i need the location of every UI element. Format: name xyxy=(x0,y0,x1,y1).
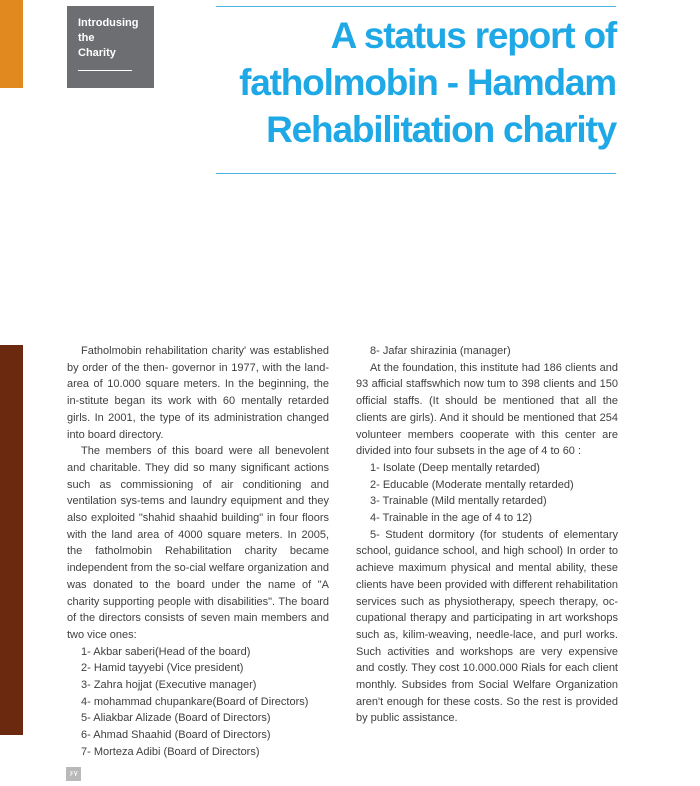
section-tag xyxy=(67,6,154,88)
orange-side-bar xyxy=(0,0,23,88)
right-paragraph-2: 5- Student dormitory (for students of elementary school, guidance school, and high school) In order to achieve maximum physical and mental ability, these clients have been provided with different rehabilitation services such as physiotherapy, speech therapy, oc-cupational therapy and participating in art workshops such as, kilim-weaving, needle-lace, and purl works. Such activities and workshops are very expensive and costly. They cost 10.000.000 Rials for each client monthly. Subsides from Social Welfare Organization aren't enough for these costs. So the rest is provided by public assistance. xyxy=(356,528,618,725)
left-column xyxy=(67,343,329,761)
title-line-3: Rehabilitation charity xyxy=(266,109,616,150)
title-bottom-rule xyxy=(216,173,616,174)
list-item: 4- Trainable in the age of 4 to 12) xyxy=(370,512,533,525)
list-item: 5- Aliakbar Alizade (Board of Directors) xyxy=(81,712,271,725)
list-item: 1- Akbar saberi(Head of the board) xyxy=(81,645,251,658)
brown-side-bar xyxy=(0,345,23,735)
title-top-rule xyxy=(216,6,616,7)
section-tag-line-2: the xyxy=(78,32,95,44)
list-item: 6- Ahmad Shaahid (Board of Directors) xyxy=(81,729,271,742)
section-tag-rule xyxy=(78,70,132,71)
section-tag-line-3: Charity xyxy=(78,47,116,59)
right-paragraph-1: At the foundation, this institute had 186 clients and 93 afficial staffswhich now tum to 398 clients and 150 official staffs. (It should be mentioned that all the clients are girls). And it should be mentioned that 254 volunteer members cooperate with this center are divided into four subsets in the age of 4 to 60 : xyxy=(356,361,618,458)
list-item: 4- mohammad chupankare(Board of Directors) xyxy=(81,695,309,708)
left-paragraph-2: The members of this board were all benevolent and charitable. They did so many significant actions such as commissioning of air conditioning and ventilation sys-tems and laundry equipment and they also exploited "shahid shaahid building" in four floors with the land area of 4000 square meters. In 2005, the fatholmobin Rehabilitation charity became independent from the so-cial welfare organization and was donated to the board under the name of "A charity supporting people with disabilities". The board of the directors consists of seven main members and two vice ones: xyxy=(67,445,329,641)
list-item: 3- Trainable (Mild mentally retarded) xyxy=(370,495,547,508)
list-item: 2- Hamid tayyebi (Vice president) xyxy=(81,662,244,675)
list-item: 2- Educable (Moderate mentally retarded) xyxy=(370,478,574,491)
section-tag-line-1: Introdusing xyxy=(78,17,139,29)
right-column xyxy=(356,343,618,727)
page-title xyxy=(156,12,616,153)
list-item: 8- Jafar shirazinia (manager) xyxy=(370,345,511,357)
page-number: ۶۷ xyxy=(66,767,81,781)
list-item: 3- Zahra hojjat (Executive manager) xyxy=(81,679,257,692)
title-line-2: fatholmobin - Hamdam xyxy=(239,62,616,103)
title-line-1: A status report of xyxy=(330,15,616,56)
list-item: 7- Morteza Adibi (Board of Directors) xyxy=(81,745,260,758)
list-item: 1- Isolate (Deep mentally retarded) xyxy=(370,461,540,474)
left-paragraph-1: Fatholmobin rehabilitation charity' was established by order of the then- governor in 1977, with the land-area of 10.000 square meters. In the beginning, the in-stitute began its work with 60 mentally retarded girls. In 2001, the type of its administration changed into board directory. xyxy=(67,345,329,441)
